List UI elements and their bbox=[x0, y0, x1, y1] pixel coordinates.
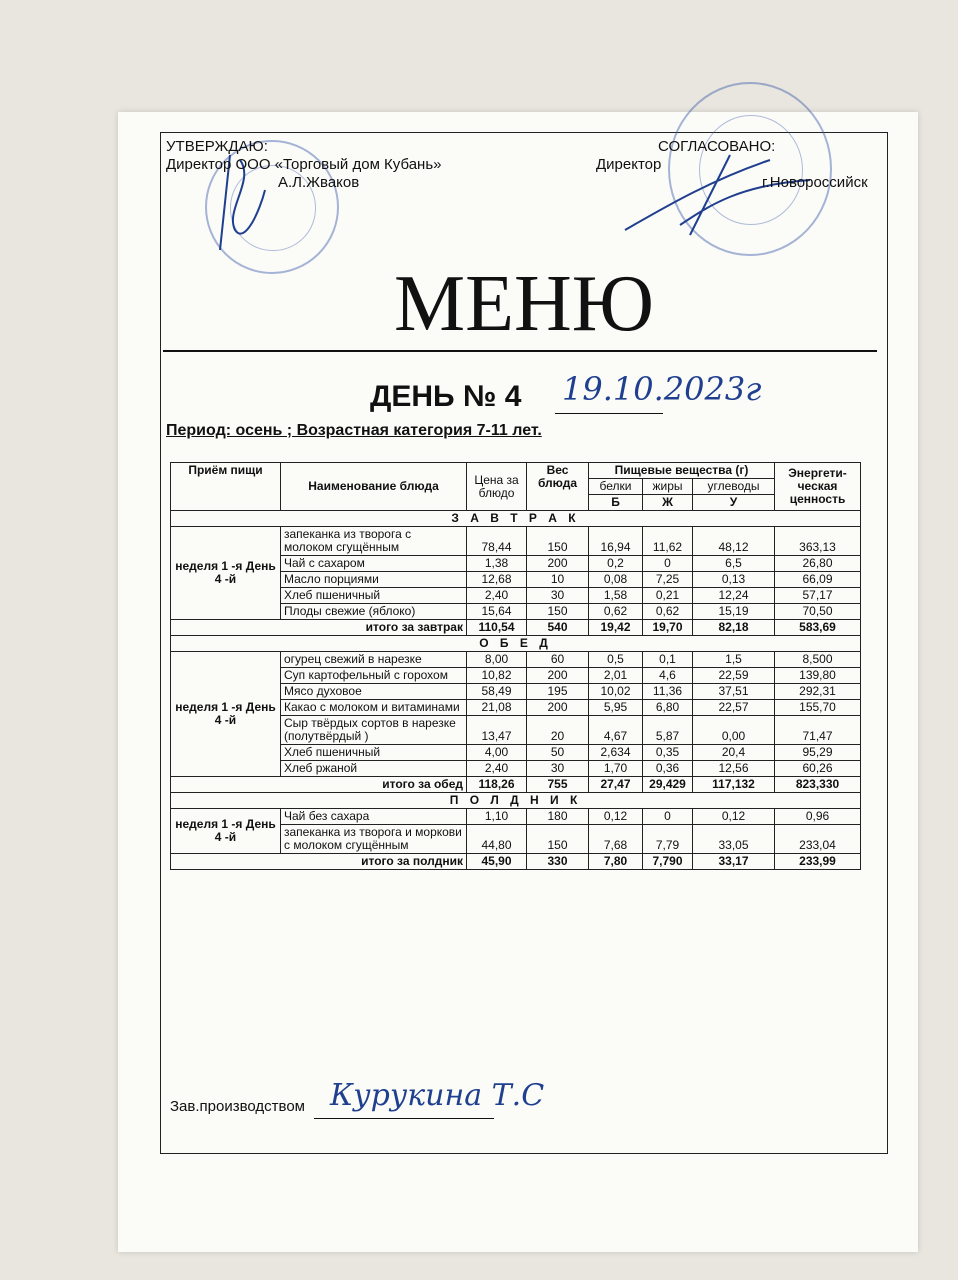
meal-label: неделя 1 -я День 4 -й bbox=[171, 809, 281, 854]
agree-position: Директор bbox=[596, 156, 662, 173]
cell-weight: 150 bbox=[527, 604, 589, 620]
cell-energy: 8,500 bbox=[775, 652, 861, 668]
agree-city: г.Новороссийск bbox=[762, 174, 868, 191]
cell-b: 16,94 bbox=[589, 527, 643, 556]
total-b: 7,80 bbox=[589, 854, 643, 870]
header-b: Б bbox=[589, 495, 643, 511]
meal-label: неделя 1 -я День 4 -й bbox=[171, 652, 281, 777]
cell-zh: 7,79 bbox=[643, 825, 693, 854]
cell-weight: 30 bbox=[527, 588, 589, 604]
cell-u: 15,19 bbox=[693, 604, 775, 620]
cell-b: 2,634 bbox=[589, 745, 643, 761]
cell-zh: 11,36 bbox=[643, 684, 693, 700]
day-date: 19.10.2023г bbox=[562, 370, 762, 408]
total-label: итого за обед bbox=[171, 777, 467, 793]
cell-b: 0,2 bbox=[589, 556, 643, 572]
dish-name: Хлеб ржаной bbox=[281, 761, 467, 777]
cell-energy: 26,80 bbox=[775, 556, 861, 572]
header-carbs: углеводы bbox=[693, 479, 775, 495]
dish-name: огурец свежий в нарезке bbox=[281, 652, 467, 668]
cell-price: 1,38 bbox=[467, 556, 527, 572]
dish-name: Мясо духовое bbox=[281, 684, 467, 700]
cell-price: 58,49 bbox=[467, 684, 527, 700]
page-title: МЕНЮ bbox=[394, 260, 654, 348]
cell-price: 2,40 bbox=[467, 588, 527, 604]
cell-energy: 71,47 bbox=[775, 716, 861, 745]
dish-name: запеканка из творога с молоком сгущённым bbox=[281, 527, 467, 556]
cell-energy: 70,50 bbox=[775, 604, 861, 620]
header-energy: Энергети-ческая ценность bbox=[775, 463, 861, 511]
header-weight: Вес блюда bbox=[527, 463, 589, 511]
cell-price: 2,40 bbox=[467, 761, 527, 777]
cell-price: 13,47 bbox=[467, 716, 527, 745]
total-price: 45,90 bbox=[467, 854, 527, 870]
dish-name: Плоды свежие (яблоко) bbox=[281, 604, 467, 620]
cell-weight: 180 bbox=[527, 809, 589, 825]
total-u: 82,18 bbox=[693, 620, 775, 636]
cell-energy: 60,26 bbox=[775, 761, 861, 777]
date-underline bbox=[555, 413, 663, 414]
cell-b: 0,12 bbox=[589, 809, 643, 825]
total-label: итого за полдник bbox=[171, 854, 467, 870]
cell-weight: 20 bbox=[527, 716, 589, 745]
total-energy: 233,99 bbox=[775, 854, 861, 870]
cell-u: 22,57 bbox=[693, 700, 775, 716]
header-price: Цена за блюдо bbox=[467, 463, 527, 511]
handwritten-signature: Курукина Т.С bbox=[330, 1078, 545, 1113]
cell-weight: 10 bbox=[527, 572, 589, 588]
cell-energy: 0,96 bbox=[775, 809, 861, 825]
cell-u: 0,13 bbox=[693, 572, 775, 588]
cell-weight: 200 bbox=[527, 556, 589, 572]
cell-b: 0,08 bbox=[589, 572, 643, 588]
cell-weight: 30 bbox=[527, 761, 589, 777]
dish-name: Чай с сахаром bbox=[281, 556, 467, 572]
total-energy: 823,330 bbox=[775, 777, 861, 793]
cell-b: 0,62 bbox=[589, 604, 643, 620]
dish-name: Чай без сахара bbox=[281, 809, 467, 825]
cell-u: 12,56 bbox=[693, 761, 775, 777]
section-row bbox=[171, 511, 861, 527]
cell-u: 6,5 bbox=[693, 556, 775, 572]
dish-name: Хлеб пшеничный bbox=[281, 588, 467, 604]
cell-energy: 139,80 bbox=[775, 668, 861, 684]
total-b: 19,42 bbox=[589, 620, 643, 636]
cell-energy: 66,09 bbox=[775, 572, 861, 588]
cell-zh: 0,1 bbox=[643, 652, 693, 668]
dish-name: запеканка из творога и моркови с молоком сгущённым bbox=[281, 825, 467, 854]
table-row bbox=[171, 527, 861, 556]
cell-zh: 0,35 bbox=[643, 745, 693, 761]
total-weight: 755 bbox=[527, 777, 589, 793]
agree-heading: СОГЛАСОВАНО: bbox=[658, 138, 776, 155]
cell-price: 21,08 bbox=[467, 700, 527, 716]
dish-name: Масло порциями bbox=[281, 572, 467, 588]
header-nutrients: Пищевые вещества (г) bbox=[589, 463, 775, 479]
cell-u: 48,12 bbox=[693, 527, 775, 556]
section-row bbox=[171, 793, 861, 809]
cell-u: 12,24 bbox=[693, 588, 775, 604]
dish-name: Сыр твёрдых сортов в нарезке (полутвёрдый ) bbox=[281, 716, 467, 745]
dish-name: Хлеб пшеничный bbox=[281, 745, 467, 761]
table-row bbox=[171, 652, 861, 668]
cell-zh: 0,21 bbox=[643, 588, 693, 604]
cell-weight: 60 bbox=[527, 652, 589, 668]
cell-zh: 11,62 bbox=[643, 527, 693, 556]
header-dish: Наименование блюда bbox=[281, 463, 467, 511]
cell-weight: 200 bbox=[527, 668, 589, 684]
total-row bbox=[171, 777, 861, 793]
cell-b: 2,01 bbox=[589, 668, 643, 684]
title-divider bbox=[163, 350, 877, 352]
total-row bbox=[171, 854, 861, 870]
total-price: 118,26 bbox=[467, 777, 527, 793]
cell-u: 0,12 bbox=[693, 809, 775, 825]
signature-line bbox=[314, 1118, 494, 1119]
approve-heading: УТВЕРЖДАЮ: bbox=[166, 138, 268, 155]
cell-zh: 0 bbox=[643, 556, 693, 572]
header-fat: жиры bbox=[643, 479, 693, 495]
table-row bbox=[171, 809, 861, 825]
cell-u: 0,00 bbox=[693, 716, 775, 745]
cell-u: 37,51 bbox=[693, 684, 775, 700]
cell-b: 7,68 bbox=[589, 825, 643, 854]
total-weight: 330 bbox=[527, 854, 589, 870]
cell-energy: 292,31 bbox=[775, 684, 861, 700]
day-label: ДЕНЬ № 4 bbox=[370, 380, 522, 413]
cell-zh: 0,62 bbox=[643, 604, 693, 620]
cell-zh: 0,36 bbox=[643, 761, 693, 777]
cell-price: 1,10 bbox=[467, 809, 527, 825]
menu-table bbox=[170, 462, 861, 870]
meal-label: неделя 1 -я День 4 -й bbox=[171, 527, 281, 620]
cell-b: 0,5 bbox=[589, 652, 643, 668]
section-title: П О Л Д Н И К bbox=[171, 793, 861, 809]
dish-name: Какао с молоком и витаминами bbox=[281, 700, 467, 716]
cell-price: 44,80 bbox=[467, 825, 527, 854]
header-row bbox=[171, 463, 861, 479]
cell-weight: 200 bbox=[527, 700, 589, 716]
cell-b: 4,67 bbox=[589, 716, 643, 745]
cell-energy: 57,17 bbox=[775, 588, 861, 604]
header-protein: белки bbox=[589, 479, 643, 495]
total-b: 27,47 bbox=[589, 777, 643, 793]
cell-zh: 7,25 bbox=[643, 572, 693, 588]
cell-u: 1,5 bbox=[693, 652, 775, 668]
cell-b: 1,58 bbox=[589, 588, 643, 604]
cell-energy: 155,70 bbox=[775, 700, 861, 716]
section-title: О Б Е Д bbox=[171, 636, 861, 652]
signature-position: Зав.производством bbox=[170, 1098, 305, 1115]
cell-price: 12,68 bbox=[467, 572, 527, 588]
cell-b: 1,70 bbox=[589, 761, 643, 777]
cell-u: 33,05 bbox=[693, 825, 775, 854]
total-price: 110,54 bbox=[467, 620, 527, 636]
cell-zh: 0 bbox=[643, 809, 693, 825]
cell-weight: 150 bbox=[527, 527, 589, 556]
cell-zh: 6,80 bbox=[643, 700, 693, 716]
cell-weight: 150 bbox=[527, 825, 589, 854]
dish-name: Суп картофельный с горохом bbox=[281, 668, 467, 684]
cell-zh: 5,87 bbox=[643, 716, 693, 745]
approve-block bbox=[166, 138, 442, 192]
header-zh: Ж bbox=[643, 495, 693, 511]
total-zh: 19,70 bbox=[643, 620, 693, 636]
cell-b: 5,95 bbox=[589, 700, 643, 716]
header-u: У bbox=[693, 495, 775, 511]
total-u: 117,132 bbox=[693, 777, 775, 793]
section-title: З А В Т Р А К bbox=[171, 511, 861, 527]
cell-price: 8,00 bbox=[467, 652, 527, 668]
total-label: итого за завтрак bbox=[171, 620, 467, 636]
cell-weight: 50 bbox=[527, 745, 589, 761]
cell-zh: 4,6 bbox=[643, 668, 693, 684]
cell-u: 20,4 bbox=[693, 745, 775, 761]
cell-energy: 363,13 bbox=[775, 527, 861, 556]
total-zh: 7,790 bbox=[643, 854, 693, 870]
approve-position: Директор ООО «Торговый дом Кубань» bbox=[166, 156, 442, 173]
cell-energy: 95,29 bbox=[775, 745, 861, 761]
header-meal: Приём пищи bbox=[171, 463, 281, 511]
total-weight: 540 bbox=[527, 620, 589, 636]
cell-b: 10,02 bbox=[589, 684, 643, 700]
cell-weight: 195 bbox=[527, 684, 589, 700]
cell-price: 15,64 bbox=[467, 604, 527, 620]
agree-block bbox=[596, 138, 868, 192]
total-row bbox=[171, 620, 861, 636]
cell-price: 78,44 bbox=[467, 527, 527, 556]
cell-price: 4,00 bbox=[467, 745, 527, 761]
cell-price: 10,82 bbox=[467, 668, 527, 684]
approve-name: А.Л.Жваков bbox=[278, 174, 360, 191]
section-row bbox=[171, 636, 861, 652]
cell-energy: 233,04 bbox=[775, 825, 861, 854]
total-zh: 29,429 bbox=[643, 777, 693, 793]
cell-u: 22,59 bbox=[693, 668, 775, 684]
period-line: Период: осень ; Возрастная категория 7-11 лет. bbox=[166, 422, 542, 439]
total-energy: 583,69 bbox=[775, 620, 861, 636]
total-u: 33,17 bbox=[693, 854, 775, 870]
